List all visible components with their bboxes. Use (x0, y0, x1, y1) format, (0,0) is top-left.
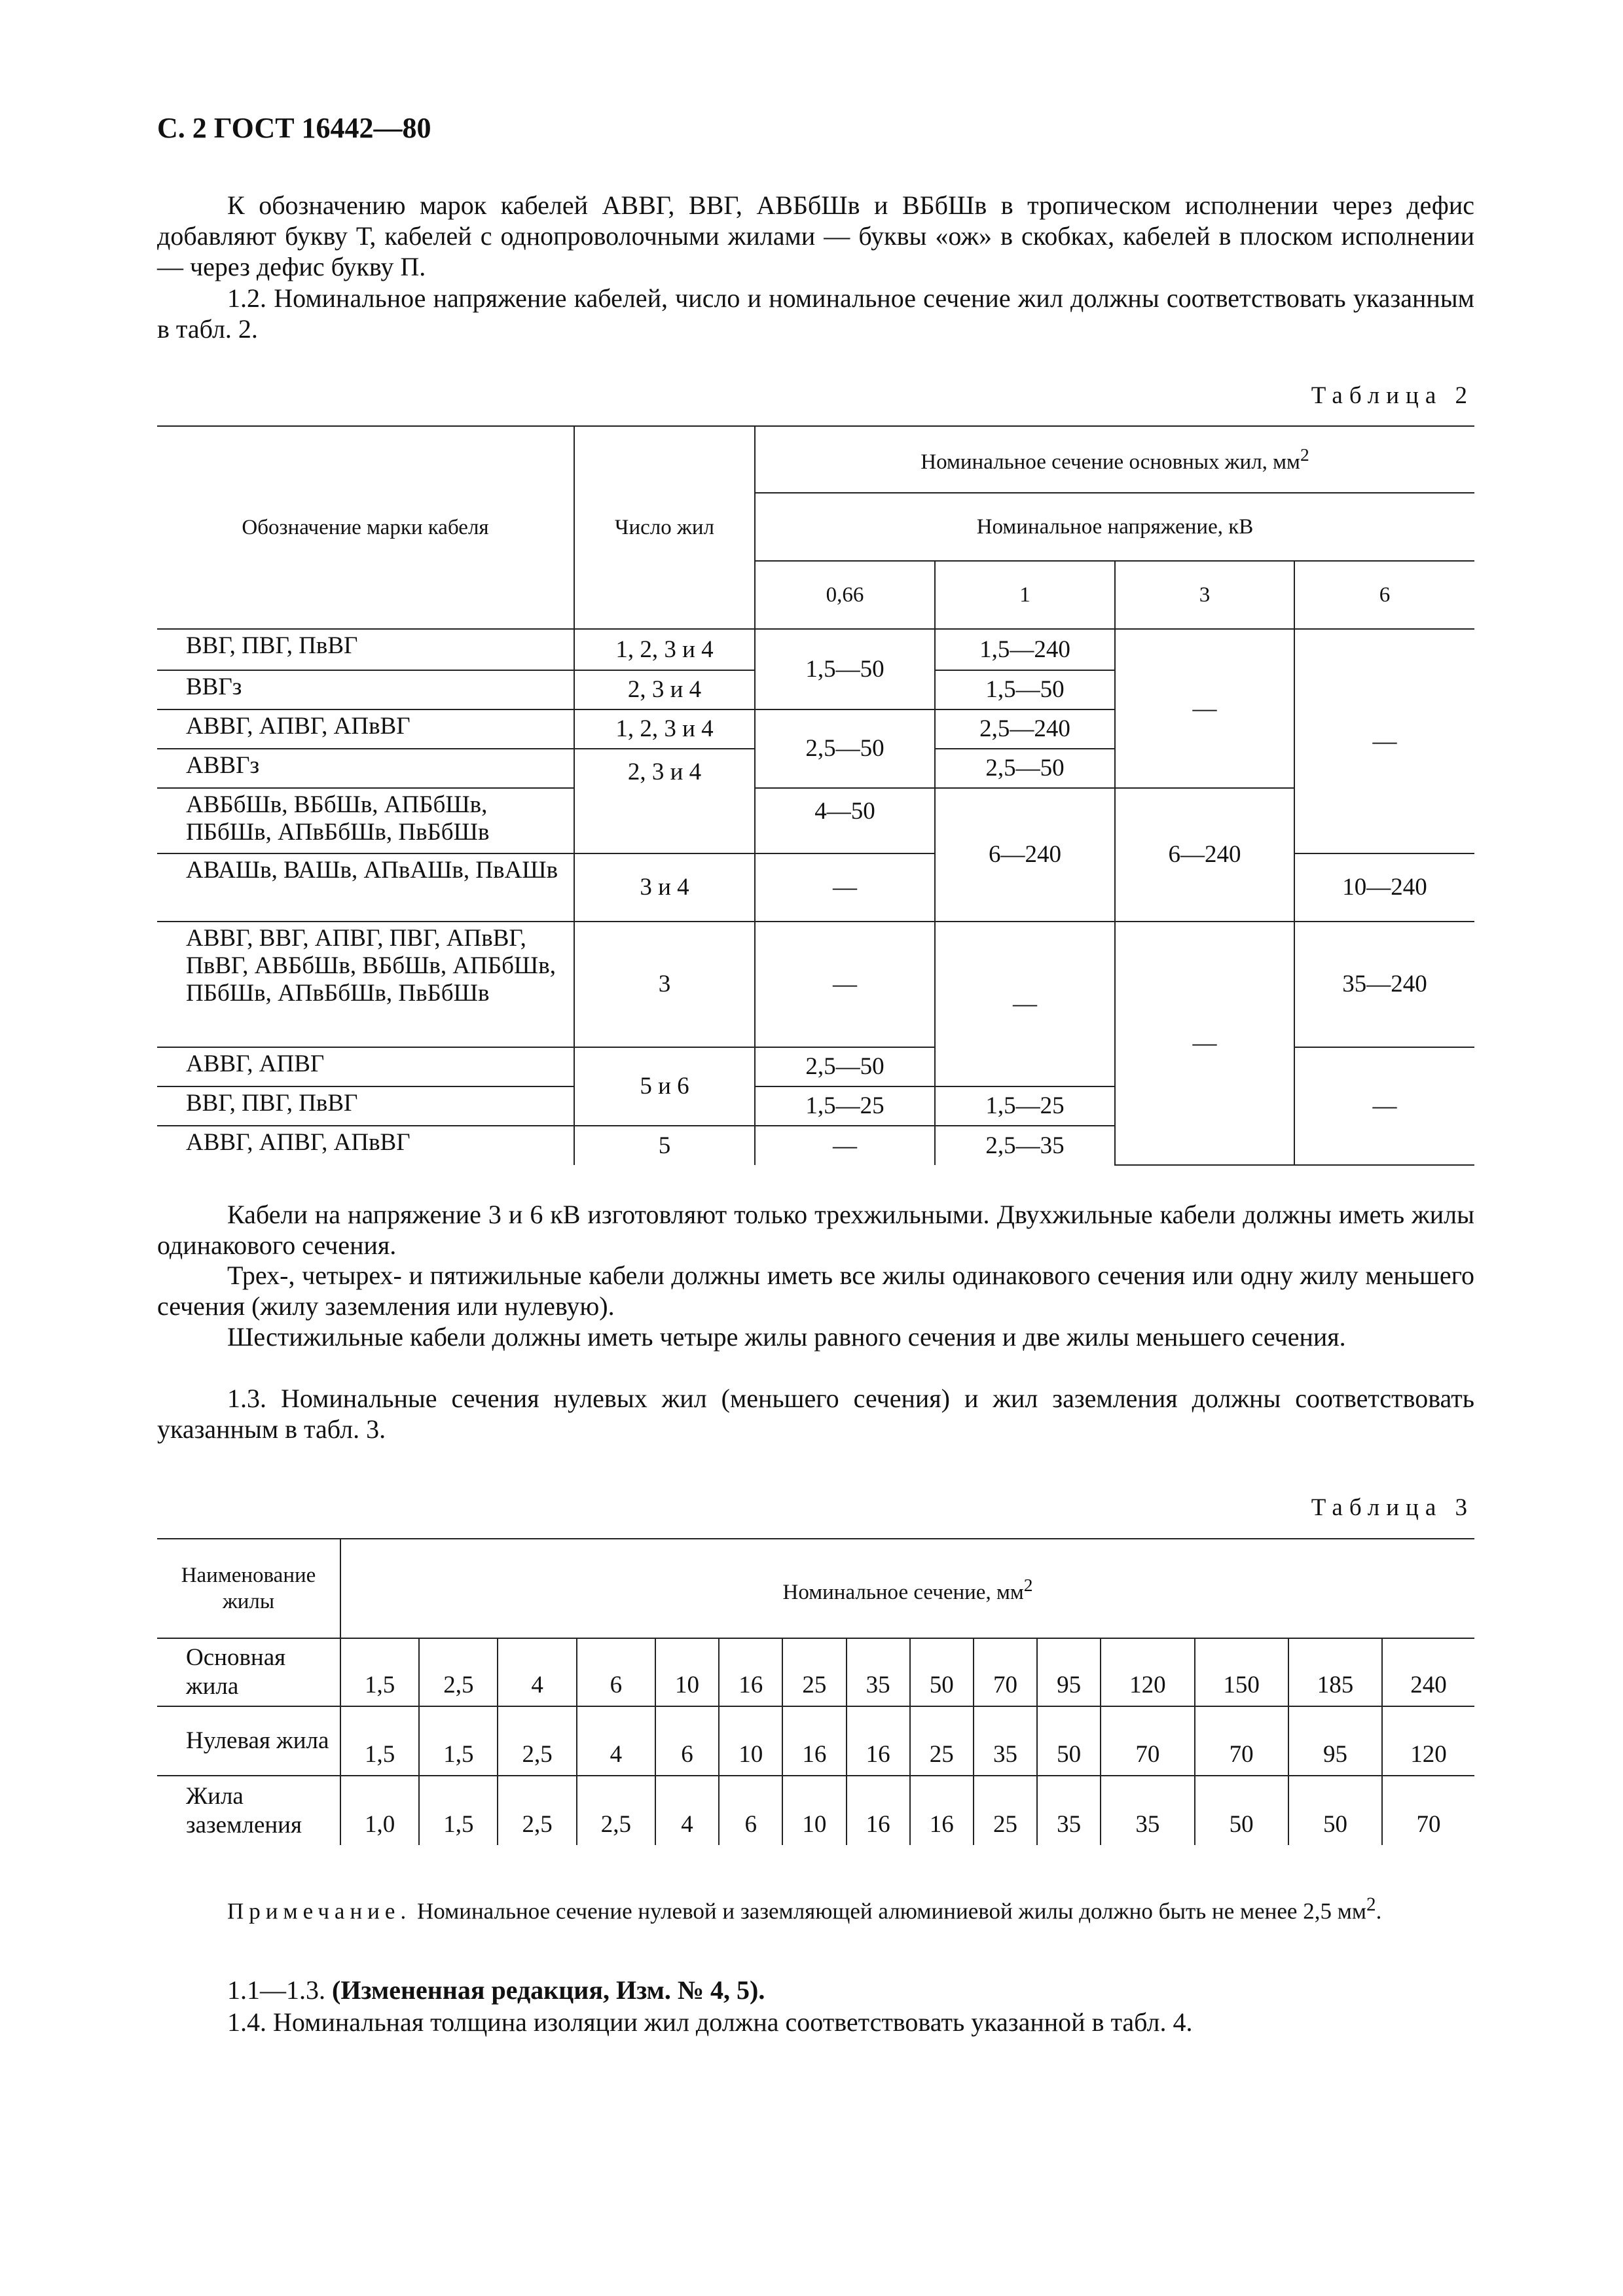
ground-value: 25 (974, 1776, 1037, 1845)
neutral-value: 16 (782, 1706, 846, 1776)
ground-value: 16 (847, 1776, 910, 1845)
row1-v3: — (1115, 629, 1294, 788)
col-header-section: Номинальное сечение основных жил, $мм^2$ (755, 426, 1474, 493)
row1-v1: 1,5—240 (935, 629, 1115, 670)
table-2 (157, 425, 1474, 1166)
row2-name: ВВГз (157, 670, 574, 709)
main-value: 35 (847, 1638, 910, 1706)
ground-value: 4 (655, 1776, 719, 1845)
main-value: 10 (655, 1638, 719, 1706)
clause-1-4: 1.4. Номинальная толщина изоляции жил должна соответствовать указанной в табл. 4. (227, 2007, 1193, 2037)
row-neutral-label: Нулевая жила (157, 1706, 340, 1776)
ground-value: 16 (910, 1776, 974, 1845)
intro-paragraph: К обозначению марок кабелей АВВГ, ВВГ, АВБбШв и ВБбШв в тропическом исполнении через дефис добавляют букву Т, кабелей с однопроволочными жилами — буквы «ож» в скобках, кабелей в плоском исполнении — через дефис букву П. (157, 190, 1474, 281)
note-prefix: Примечание. (227, 1898, 412, 1924)
voltage-6: 6 (1294, 561, 1474, 629)
main-value: 6 (577, 1638, 655, 1706)
ground-value: 70 (1382, 1776, 1474, 1845)
row6-v066: — (755, 853, 935, 922)
note-end: . (1376, 1898, 1382, 1924)
table3-note (157, 1890, 1474, 1926)
amendment-line (227, 1975, 765, 2005)
page-header: С. 2 ГОСТ 16442—80 (157, 112, 431, 144)
row3-cores: 1, 2, 3 и 4 (574, 709, 755, 749)
para-cores: Трех-, четырех- и пятижильные кабели должны иметь все жилы одинакового сечения или одну жилу меньшего сечения (жилу заземления или нулевую). (157, 1261, 1474, 1321)
clause-1-2: 1.2. Номинальное напряжение кабелей, число и номинальное сечение жил должны соответствовать указанным в табл. 2. (157, 283, 1474, 344)
ground-value: 10 (782, 1776, 846, 1845)
row9-name: ВВГ, ПВГ, ПвВГ (157, 1086, 574, 1126)
voltage-066: 0,66 (755, 561, 935, 629)
row10-v1: 2,5—35 (935, 1126, 1115, 1165)
neutral-value: 120 (1382, 1706, 1474, 1776)
neutral-value: 25 (910, 1706, 974, 1776)
neutral-value: 6 (655, 1706, 719, 1776)
main-value: 120 (1101, 1638, 1194, 1706)
neutral-value: 50 (1037, 1706, 1101, 1776)
col-header-name: Наименование жилы (157, 1539, 340, 1638)
note-sup: 2 (1366, 1894, 1376, 1915)
row1-cores: 1, 2, 3 и 4 (574, 629, 755, 670)
voltage-1: 1 (935, 561, 1115, 629)
row8-name: АВВГ, АПВГ (157, 1047, 574, 1086)
neutral-value: 1,5 (419, 1706, 498, 1776)
row7-v3: — (1115, 922, 1294, 1165)
main-value: 150 (1195, 1638, 1288, 1706)
row8-v6: — (1294, 1047, 1474, 1165)
row2-v1: 1,5—50 (935, 670, 1115, 709)
neutral-value: 35 (974, 1706, 1037, 1776)
row-main-label: Основная жила (157, 1638, 340, 1706)
row2-cores: 2, 3 и 4 (574, 670, 755, 709)
row10-cores: 5 (574, 1126, 755, 1165)
main-value: 16 (719, 1638, 782, 1706)
clause-1-3: 1.3. Номинальные сечения нулевых жил (меньшего сечения) и жил заземления должны соответствовать указанным в табл. 3. (157, 1384, 1474, 1444)
row10-name: АВВГ, АПВГ, АПвВГ (157, 1126, 574, 1165)
neutral-value: 10 (719, 1706, 782, 1776)
row8-cores: 5 и 6 (574, 1047, 755, 1126)
row3-v1: 2,5—240 (935, 709, 1115, 749)
ground-value: 2,5 (498, 1776, 576, 1845)
row3-v066: 2,5—50 (755, 709, 935, 788)
main-value: 2,5 (419, 1638, 498, 1706)
row5-v1: 6—240 (935, 788, 1115, 922)
main-value: 25 (782, 1638, 846, 1706)
table2-label: Таблица 2 (1311, 382, 1474, 409)
amend-range: 1.1—1.3. (227, 1975, 325, 2005)
para-voltage: Кабели на напряжение 3 и 6 кВ изготовляют только трехжильными. Двухжильные кабели должны иметь жилы одинакового сечения. (157, 1200, 1474, 1260)
main-value: 185 (1288, 1638, 1382, 1706)
row5-v066: 4—50 (755, 788, 935, 853)
neutral-value: 4 (577, 1706, 655, 1776)
row4-cores: 2, 3 и 4 (574, 749, 755, 853)
col-header-voltage: Номинальное напряжение, кВ (755, 493, 1474, 561)
ground-value: 35 (1101, 1776, 1194, 1845)
ground-value: 1,5 (419, 1776, 498, 1845)
ground-value: 1,0 (340, 1776, 419, 1845)
ground-value: 2,5 (577, 1776, 655, 1845)
para-six-core: Шестижильные кабели должны иметь четыре жилы равного сечения и две жилы меньшего сечения. (227, 1322, 1346, 1352)
voltage-3: 3 (1115, 561, 1294, 629)
main-value: 240 (1382, 1638, 1474, 1706)
row4-v1: 2,5—50 (935, 749, 1115, 788)
neutral-value: 2,5 (498, 1706, 576, 1776)
ground-value: 50 (1288, 1776, 1382, 1845)
note-text: Номинальное сечение нулевой и заземляющей алюминиевой жилы должно быть не менее 2,5 мм (416, 1898, 1367, 1924)
row7-v1: — (935, 922, 1115, 1086)
main-value: 50 (910, 1638, 974, 1706)
table3-label: Таблица 3 (1311, 1494, 1474, 1521)
ground-value: 35 (1037, 1776, 1101, 1845)
row4-name: АВВГз (157, 749, 574, 788)
row-ground-label: Жила заземления (157, 1776, 340, 1845)
ground-value: 50 (1195, 1776, 1288, 1845)
col-header-section: Номинальное сечение, $мм^2$ (340, 1539, 1474, 1638)
row1-v066: 1,5—50 (755, 629, 935, 709)
row7-v066: — (755, 922, 935, 1047)
neutral-value: 16 (847, 1706, 910, 1776)
row6-cores: 3 и 4 (574, 853, 755, 922)
row10-v066: — (755, 1126, 935, 1165)
row9-v1: 1,5—25 (935, 1086, 1115, 1126)
col-header-brand: Обозначение марки кабеля (157, 426, 574, 629)
col-header-cores: Число жил (574, 426, 755, 629)
row7-name: АВВГ, ВВГ, АПВГ, ПВГ, АПвВГ, ПвВГ, АВБбШв, ВБбШв, АПБбШв, ПБбШв, АПвБбШв, ПвБбШв (157, 922, 574, 1047)
main-value: 70 (974, 1638, 1037, 1706)
row8-v066: 2,5—50 (755, 1047, 935, 1086)
neutral-value: 70 (1195, 1706, 1288, 1776)
table-3 (157, 1538, 1474, 1845)
row3-name: АВВГ, АПВГ, АПвВГ (157, 709, 574, 749)
row7-cores: 3 (574, 922, 755, 1047)
amend-bold: (Измененная редакция, Изм. № 4, 5). (332, 1975, 765, 2005)
ground-value: 6 (719, 1776, 782, 1845)
row1-name: ВВГ, ПВГ, ПвВГ (157, 629, 574, 670)
row7-v6: 35—240 (1294, 922, 1474, 1047)
row5-v3: 6—240 (1115, 788, 1294, 922)
row9-v066: 1,5—25 (755, 1086, 935, 1126)
neutral-value: 70 (1101, 1706, 1194, 1776)
main-value: 1,5 (340, 1638, 419, 1706)
row6-v6: 10—240 (1294, 853, 1474, 922)
neutral-value: 95 (1288, 1706, 1382, 1776)
row6-name: АВАШв, ВАШв, АПвАШв, ПвАШв (157, 853, 574, 922)
main-value: 95 (1037, 1638, 1101, 1706)
neutral-value: 1,5 (340, 1706, 419, 1776)
row1-v6: — (1294, 629, 1474, 853)
main-value: 4 (498, 1638, 576, 1706)
row5-name: АВБбШв, ВБбШв, АПБбШв, ПБбШв, АПвБбШв, ПвБбШв (157, 788, 574, 853)
